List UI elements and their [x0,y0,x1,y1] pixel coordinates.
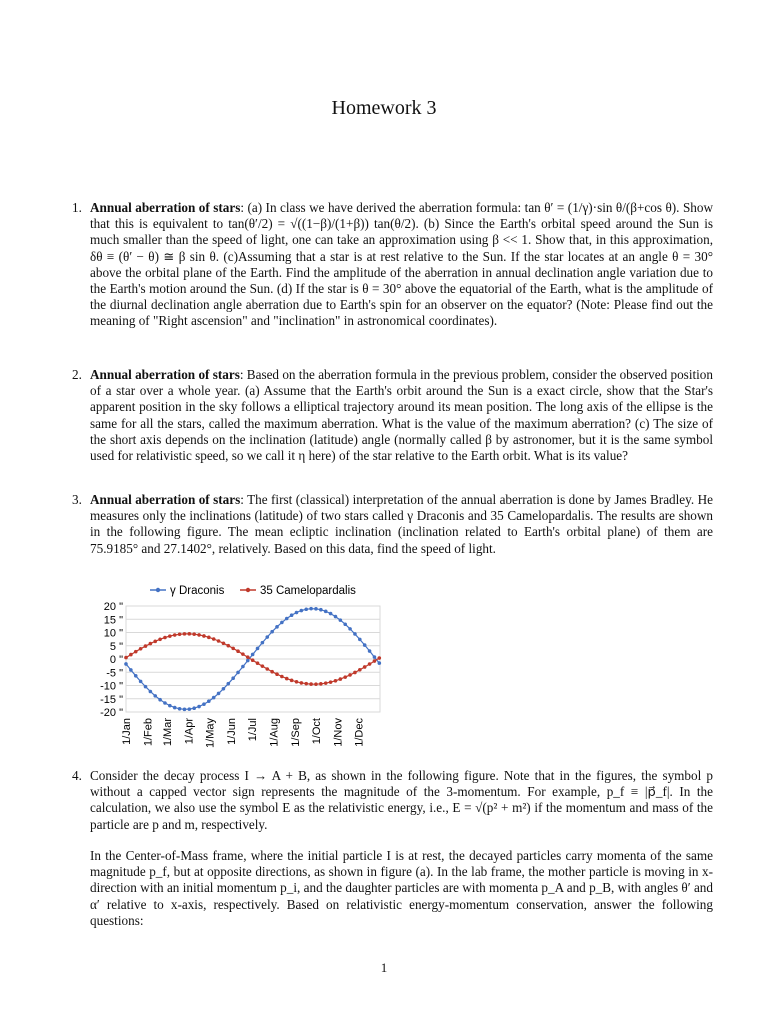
data-point [192,632,196,636]
data-point [363,665,367,669]
data-point [304,607,308,611]
data-point [270,670,274,674]
data-point [285,677,289,681]
data-point [212,696,216,700]
problem-text: Consider the decay process I → A + B, as shown in the following figure. Note that in the figures, the symbol p without a capped vector sign represents the magnitude of the 3-momentum. For example, p_f ≡ |p⃗_f|. In the calculation, we also use the symbol E as the relativistic energy, i.e., E = √(p² + m²) if the momentum and mass of the particle are p and m, respectively. [90,768,713,832]
data-point [295,611,299,615]
data-point [368,649,372,653]
data-point [217,639,221,643]
data-point [378,661,382,665]
data-point [329,680,333,684]
data-point [197,633,201,637]
problem-3 [72,492,713,557]
x-tick-label: 1/Aug [268,718,281,747]
problem-number: 1. [72,200,82,215]
y-tick-label: -5 " [106,667,123,680]
data-point [334,679,338,683]
data-point [207,699,211,703]
x-tick-label: 1/Jan [121,718,133,745]
data-point [241,652,245,656]
data-point [353,632,357,636]
aberration-chart [90,578,382,760]
chart-legend [150,585,356,597]
data-point [202,702,206,706]
legend-swatch-marker [246,588,250,592]
data-point [222,641,226,645]
data-point [270,630,274,634]
problem-number: 3. [72,492,82,507]
data-point [212,637,216,641]
legend-label: 35 Camelopardalis [260,585,356,597]
data-point [149,642,153,646]
problem-4-paragraph [90,848,713,929]
data-point [241,665,245,669]
data-point [343,622,347,626]
problem-text: : Based on the aberration formula in the previous problem, consider the observed position of a star over a whole year. (a) Assume that the Earth's orbit around the Sun is a exact circle, show that the Star's apparent position in the sky follows a elliptical trajectory around its mean position. The long axis of the ellipse is the same for all the stars, called the maximum aberration. What is the value of the maximum aberration? (c) The size of the short axis depends on the inclination (latitude) angle (normally called β by astronomer, but it is the same symbol used for relativistic speed, so we call it η here) of the star relative to the Earth orbit. What is its value? [90,367,713,464]
data-point [163,636,167,640]
page-number: 1 [380,960,388,975]
data-point [139,680,143,684]
data-point [339,677,343,681]
paragraph-text: In the Center-of-Mass frame, where the initial particle I is at rest, the decayed particles carry momenta of the same magnitude p_f, but at opposite directions, as shown in figure (a). In the lab frame, the mother particle is moving in x-direction with an initial momentum p_i, and the daughter particles are with momenta p_A and p_B, with angles θ′ and α′ relative to x-axis, respectively. Based on relativistic energy-momentum conservation, answer the following questions: [90,848,713,928]
data-point [236,649,240,653]
problem-heading: Annual aberration of stars [90,492,241,507]
problem-heading: Annual aberration of stars [90,200,241,215]
data-point [134,674,138,678]
data-point [319,682,323,686]
data-point [295,680,299,684]
data-point [168,704,172,708]
aberration-chart-svg [90,578,382,760]
data-point [183,708,187,712]
data-point [173,633,177,637]
data-point [168,634,172,638]
data-point [202,634,206,638]
y-tick-label: 5 " [109,640,123,653]
data-point [324,681,328,685]
y-tick-label: -10 " [100,680,123,693]
data-point [158,637,162,641]
data-point [300,681,304,685]
data-point [178,707,182,711]
chart-y-ticks [100,601,123,719]
y-tick-label: 20 " [103,601,123,613]
data-point [153,640,157,644]
data-point [129,653,133,657]
data-point [304,682,308,686]
data-point [256,647,260,651]
y-tick-label: -15 " [100,693,123,706]
data-point [246,659,250,663]
data-point [319,608,323,612]
data-point [124,656,128,660]
data-point [236,671,240,675]
data-point [261,641,265,645]
data-point [300,609,304,613]
data-point [163,701,167,705]
data-point [329,612,333,616]
data-point [348,627,352,631]
data-point [188,707,192,711]
chart-x-ticks [121,718,365,748]
data-point [378,656,382,660]
data-point [358,638,362,642]
data-point [290,613,294,617]
data-point [368,662,372,666]
data-point [353,671,357,675]
x-tick-label: 1/Oct [310,718,323,745]
problem-2 [72,367,713,464]
data-point [124,662,128,666]
y-tick-label: 0 " [109,654,123,666]
data-point [348,673,352,677]
x-tick-label: 1/Mar [162,718,175,747]
data-point [265,667,269,671]
data-point [149,690,153,694]
data-point [358,668,362,672]
x-tick-label: 1/Nov [332,718,345,747]
data-point [343,675,347,679]
data-point [222,687,226,691]
x-tick-label: 1/Apr [183,718,196,745]
data-point [275,625,279,629]
y-tick-label: 15 " [103,614,123,627]
data-point [144,685,148,689]
data-point [139,647,143,651]
problem-heading: Annual aberration of stars [90,367,240,382]
problem-number: 2. [72,367,82,382]
data-point [173,706,177,710]
data-point [373,655,377,659]
problem-4 [72,768,713,833]
data-point [373,659,377,663]
data-point [153,694,157,698]
data-point [226,644,230,648]
data-point [363,643,367,647]
data-point [285,617,289,621]
data-point [309,682,313,686]
data-point [144,644,148,648]
data-point [158,698,162,702]
x-tick-label: 1/Sep [290,718,303,747]
x-tick-label: 1/May [204,718,217,748]
x-tick-label: 1/Feb [142,718,155,747]
y-tick-label: -20 " [100,707,123,719]
data-point [246,655,250,659]
data-point [324,610,328,614]
problem-text: : (a) In class we have derived the aberration formula: tan θ′ = (1/γ)·sin θ/(β+cos θ). Show that this is equivalent to tan(θ′/2) = √((1−β)/(1+β)) tan(θ/2). (b) Since the Earth's orbital speed around the Sun is much smaller than the speed of light, one can take an approximation using β << 1. Show that, in this approximation, δθ ≡ (θ′ − θ) ≅ β sin θ. (c)Assuming that a star is at rest relative to the Sun. If the star locates at an angle θ = 30° above the orbital plane of the Earth. Find the amplitude of the aberration in annual declination angle variation due to the Earth's motion around the Sun. (d) If the star is θ = 30° above the equatorial of the Earth, what is the amplitude of the diurnal declination angle aberration due to Earth's spin for an observer on the equator? (Note: Please find out the meaning of "Right ascension" and "inclination" in astronomical coordinates). [90,200,713,329]
data-point [261,664,265,668]
data-point [231,647,235,651]
y-tick-label: 10 " [103,627,123,640]
x-tick-label: 1/Jun [226,718,239,745]
data-point [231,676,235,680]
data-point [226,682,230,686]
page-title: Homework 3 [331,97,437,119]
problem-text: : The first (classical) interpretation of the annual aberration is done by James Bradley. He measures only the inclinations (latitude) of two stars called γ Draconis and 35 Camelopardalis. The results are shown in the following figure. The mean ecliptic inclination (inclination related to Earth's orbital plane) of them are 75.9185° and 27.1402°, relatively. Based on this data, find the speed of light. [90,492,713,556]
data-point [183,632,187,636]
data-point [207,636,211,640]
data-point [290,679,294,683]
x-tick-label: 1/Dec [353,718,366,747]
problem-number: 4. [72,768,82,783]
data-point [188,632,192,636]
data-point [314,607,318,611]
data-point [309,607,313,611]
data-point [334,615,338,619]
data-point [251,658,255,662]
data-point [339,618,343,622]
data-point [256,661,260,665]
data-point [280,621,284,625]
x-tick-label: 1/Jul [246,718,259,742]
data-point [197,705,201,709]
data-point [129,668,133,672]
legend-swatch-marker [156,588,160,592]
data-point [314,682,318,686]
data-point [134,650,138,654]
data-point [178,632,182,636]
data-point [265,635,269,639]
data-point [192,706,196,710]
data-point [275,672,279,676]
problem-1 [72,200,713,330]
data-point [217,692,221,696]
data-point [280,675,284,679]
legend-label: γ Draconis [170,585,225,597]
data-point [251,653,255,657]
